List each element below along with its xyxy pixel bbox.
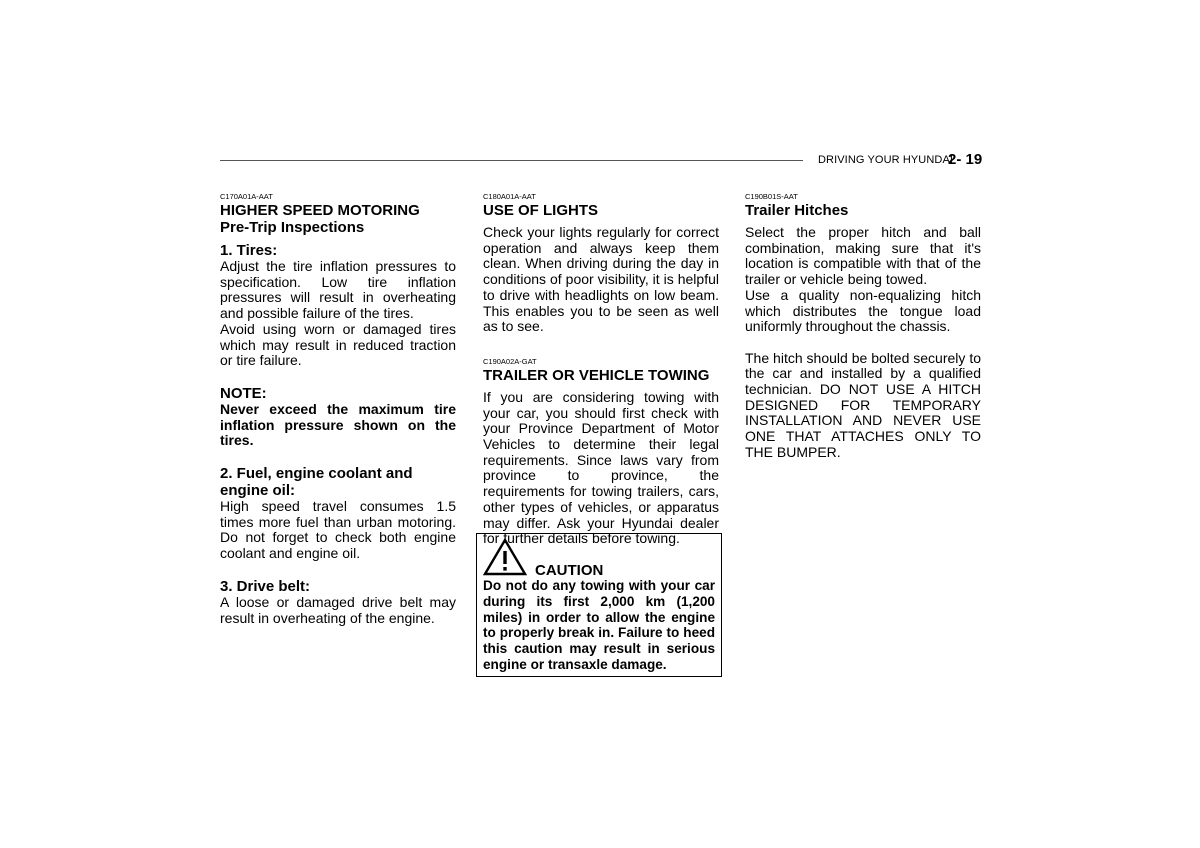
hitches-text-2: Use a quality non-equalizing hitch which distributes the tongue load uniformly throughout the chassis. (745, 286, 981, 335)
tires-heading: 1. Tires: (220, 242, 278, 259)
tires-text: Adjust the tire inflation pressures to specification. Low tire inflation pressures will result in overheating and possible failure of the tires. (220, 258, 456, 322)
section-code: C170A01A-AAT (220, 192, 273, 201)
lights-text: Check your lights regularly for correct operation and always keep them clean. When driving during the day in conditions of poor visibility, it is helpful to drive with headlights on low beam. This enables you to be seen as well as to see. (483, 224, 719, 335)
drive-belt-text: A loose or damaged drive belt may result in overheating of the engine. (220, 593, 456, 626)
hitches-text: Select the proper hitch and ball combination, making sure that it's location is compatible with that of the trailer or vehicle being towed. (745, 224, 981, 288)
column-lights-and-towing (483, 192, 719, 547)
note-heading: NOTE: (220, 384, 267, 402)
towing-text: If you are considering towing with your car, you should first check with your Province Department of Motor Vehicles to determine their legal requirements. Since laws vary from province to province, the requirements for towing trailers, cars, other types of vehicles, or apparatus may differ. Ask your Hyundai dealer for further details before towing. (483, 388, 719, 547)
caution-title: CAUTION (535, 562, 604, 579)
header-section-title: DRIVING YOUR HYUNDAI (818, 154, 954, 166)
header-rule (220, 160, 803, 161)
fuel-text: High speed travel consumes 1.5 times more fuel than urban motoring. Do not forget to check both engine coolant and engine oil. (220, 498, 456, 562)
caution-box (476, 533, 722, 677)
section-title: HIGHER SPEED MOTORING (220, 202, 420, 219)
note-text: Never exceed the maximum tire inflation pressure shown on the tires. (220, 400, 456, 449)
towing-title: TRAILER OR VEHICLE TOWING (483, 366, 710, 384)
fuel-heading: 2. Fuel, engine coolant and engine oil: (220, 465, 413, 500)
towing-section-code: C190A02A-GAT (483, 356, 537, 366)
hitches-text-3: The hitch should be bolted securely to the car and installed by a qualified technician. DO NOT USE A HITCH DESIGNED FOR TEMPORARY INSTALLATION AND NEVER USE ONE THAT ATTACHES ONLY TO THE BUMPER. (745, 349, 981, 460)
lights-title: USE OF LIGHTS (483, 202, 599, 219)
hitches-title: Trailer Hitches (745, 202, 849, 219)
section-subtitle: Pre-Trip Inspections (220, 219, 365, 236)
hitches-section-code: C190B01S-AAT (745, 192, 798, 201)
caution-text: Do not do any towing with your car during its first 2,000 km (1,200 miles) in order to allow the engine to properly break in. Failure to heed this caution may result in serious engine or transaxle damage. (483, 578, 715, 672)
page-number: 2- 19 (948, 151, 983, 168)
tires-text-2: Avoid using worn or damaged tires which may result in reduced traction or tire failure. (220, 320, 456, 369)
lights-section-code: C180A01A-AAT (483, 192, 536, 201)
column-higher-speed-motoring (220, 192, 456, 626)
drive-belt-heading: 3. Drive belt: (220, 577, 311, 595)
warning-triangle-icon (483, 538, 527, 576)
column-trailer-hitches (745, 192, 981, 461)
